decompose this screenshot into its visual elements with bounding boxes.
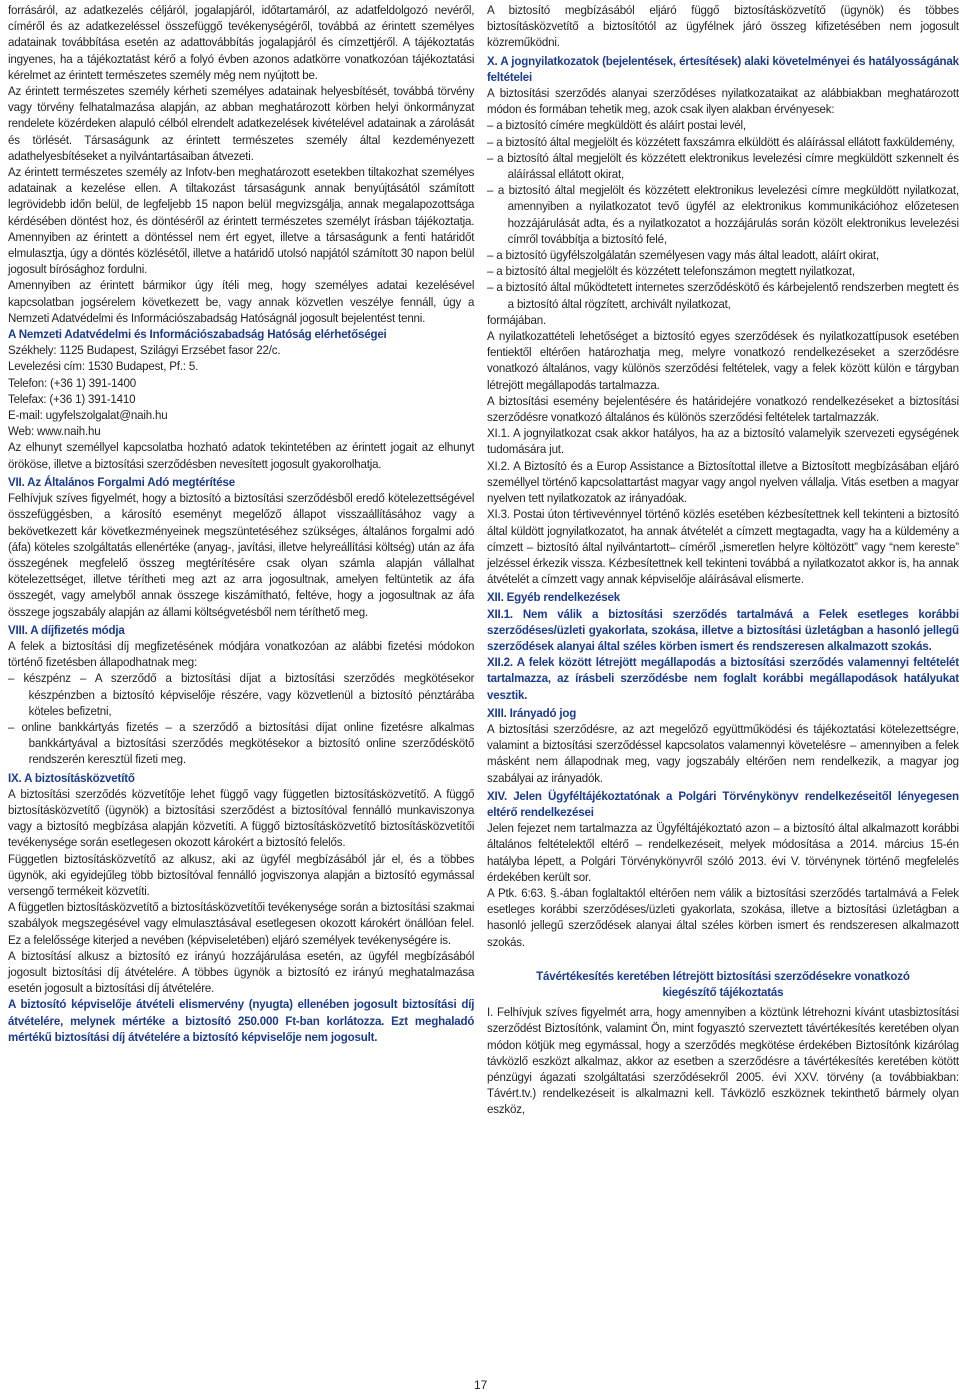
right-column-paragraph: Távértékesítés keretében létrejött biztosítási szerződésekre vonatkozó kiegészítő tájékoztatás bbox=[536, 968, 910, 999]
right-column-paragraph: – a biztosító címére megküldött és aláírt postai levél, bbox=[487, 118, 746, 133]
left-column bbox=[8, 2, 474, 1045]
right-column-paragraph: formájában. bbox=[487, 312, 546, 327]
right-column-paragraph: XI.3. Postai úton tértivevénnyel történő közlés esetében kézbesítettnek kell tekinteni a biztosító által küldött jognyilatkozatot, ha annak átvételét a címzett megtagadta, vagy ha a küldemény a címzett – biztosító által nyilvántartott– címéről „ismeretlen helyre költözött” vagy “nem kereste” jelzéssel érkezik vissza. Kézbesítettnek kell tekinteni továbbá a nyilatkozatot akkor is, ha annak átvételét a címzett vagy annak képviselője aláírásával elismerte. bbox=[487, 507, 959, 587]
right-column-paragraph: X. A jognyilatkozatok (bejelentések, értesítések) alaki követelményei és hatályosságának feltételei bbox=[487, 53, 959, 84]
right-column-paragraph: – a biztosító ügyfélszolgálatán személyesen vagy más által leadott, aláírt okirat, bbox=[487, 248, 879, 263]
page-number: 17 bbox=[474, 1378, 488, 1392]
left-column-paragraph: A biztosítási szerződés közvetítője lehet függő vagy független biztosításközvetítő. A függő biztosításközvetítő (ügynök) a biztosítási szerződést a biztosítóval fennálló munkaviszonya vagy a biztosító megbízása alapján közvetíti. A függő biztosításközvetítő biztosításközvetítői tevékenysége során esetlegesen okozott károkért a biztosító felelős. bbox=[8, 786, 475, 850]
right-column-paragraph: XI.1. A jognyilatkozat csak akkor hatályos, ha az a biztosító valamelyik szervezeti egységének tudomására jut. bbox=[487, 426, 959, 457]
right-column-paragraph: XII.1. Nem válik a biztosítási szerződés tartalmává a Felek esetleges korábbi szerződéses/üzleti gyakorlata, szokása, illetve a biztosítási üzletágban a hasonló jellegű szerződések alanyai által széles körben ismert és rendszeresen alkalmazott szokás. bbox=[487, 606, 959, 653]
left-column-paragraph: VIII. A díjfizetés módja bbox=[8, 622, 125, 637]
left-column-paragraph: Az elhunyt személlyel kapcsolatba hozható adatok tekintetében az érintett jogait az elhunyt örököse, illetve a biztosítási szerződésben nevesített jogosult gyakorolhatja. bbox=[8, 440, 475, 471]
left-column-paragraph: Amennyiben az érintett bármikor úgy ítéli meg, hogy személyes adatai kezelésével kapcsolatban jogsérelem következett be, vagy annak közvetlen veszélye fennáll, úgy a Nemzeti Adatvédelmi és Információszabadság Hatóságnál jogosult bejelentést tenni. bbox=[8, 278, 475, 325]
right-column-paragraph: Jelen fejezet nem tartalmazza az Ügyféltájékoztató azon – a biztosító által alkalmazott korábbi általános feltételektől eltérő – rendelkezéseit, melyek módosítása a 2014. március 15-én hatályba lépett, a Polgári Törvénykönyvről szóló 2013. évi V. törvénynek történő megfelelés érdekében került sor. bbox=[487, 821, 959, 884]
left-column-paragraph: A Nemzeti Adatvédelmi és Információszabadság Hatóság elérhetőségei bbox=[8, 327, 387, 342]
right-column-paragraph: A Ptk. 6:63. §.-ában foglaltaktól eltérően nem válik a biztosítási szerződés tartalmává a Felek esetleges korábbi szerződéses/üzleti gyakorlata, szokása, illetve a biztosítási üzletágban a hasonló jellegű szerződések alanyai által széles körben ismert és rendszeresen alkalmazott szokás. bbox=[487, 885, 959, 949]
left-column-paragraph: – online bankkártyás fizetés – a szerződő a biztosítási díjat online fizetésre alkalmas bankkártyával a biztosítási szerződés megkötésekor a biztosító online szerződéskötő rendszerén keresztül fizeti meg. bbox=[8, 719, 475, 767]
right-column-paragraph: A biztosítási esemény bejelentésére és határidejére vonatkozó rendelkezéseket a biztosítási szerződésre vonatkozó általános és különös szerződési feltételek tartalmazzák. bbox=[487, 393, 959, 425]
left-column-paragraph: IX. A biztosításközvetítő bbox=[8, 770, 135, 785]
right-column-paragraph: I. Felhívjuk szíves figyelmét arra, hogy amennyiben a köztünk létrehozni kívánt utasbiztosítási szerződést Biztosítónk, valamint Ön, mint fogyasztó szerveztett távértékesítés keretében olyan módon kötjük meg egymással, hogy a szerződés megkötése érdekében Biztosítónk kizárólag távközlő eszközt alkalmaz, akkor az esetben a szerződésre a távértékesítés keretében kötött pénzügyi ágazati szolgáltatási szerződésekről 2005. évi XXV. törvény (a továbbiakban: Távért.tv.) rendelkezéseit is alkalmazni kell. Távközlő eszköznek tekinthető bármely olyan eszköz, bbox=[487, 1005, 959, 1117]
right-column-paragraph: XIV. Jelen Ügyféltájékoztatónak a Polgári Törvénykönyv rendelkezéseitől lényegesen eltérő rendelkezései bbox=[487, 788, 959, 819]
left-column-paragraph: A biztosító képviselője átvételi elismervény (nyugta) ellenében jogosult biztosítási díj átvételére, melynek mértéke a biztosító 250.000 Ft-ban korlátozza. Ezt meghaladó mértékű biztosítási díj átvételére a biztosító képviselője nem jogosult. bbox=[8, 997, 475, 1044]
right-column-paragraph: XI.2. A Biztosító és a Europ Assistance a Biztosítottal illetve a Biztosított megbízásában eljáró személlyel történő kapcsolattartást magyar vagy angol nyelven vállalja. Vitás esetben a magyar nyelven tett nyilatkozatok az irányadóak. bbox=[487, 458, 959, 506]
right-column-paragraph: A biztosítási szerződésre, az azt megelőző együttműködési és tájékoztatási kötelezettségre, valamint a biztosítási szerződéssel kapcsolatos valamennyi követelésre – amennyiben a felek másként nem állapodnak meg, vagy jogszabály eltérően nem rendelkezik, a magyar jog szabályai az irányadók. bbox=[487, 721, 959, 785]
left-column-paragraph: – készpénz – A szerződő a biztosítási díjat a biztosítási szerződés megkötésekor készpénzben a biztosító képviselője részére, vagy közvetlenül a biztosító pénztárába köteles befizetni, bbox=[8, 671, 475, 718]
left-column-paragraph: E-mail: ugyfelszolgalat@naih.hu bbox=[8, 408, 168, 423]
right-column bbox=[487, 2, 959, 1118]
left-column-paragraph: Székhely: 1125 Budapest, Szilágyi Erzsébet fasor 22/c. bbox=[8, 343, 281, 358]
right-column-paragraph: – a biztosító által megjelölt és közzétett elektronikus levelezési címre megküldött szkennelt és aláírással ellátott okirat, bbox=[487, 150, 959, 182]
right-column-paragraph: A nyilatkozattételi lehetőséget a biztosító egyes szerződések és nyilatkozattípusok esetében fentiektől eltérően határozhatja meg, melyre vonatkozó rendelkezéseket a szerződésre vonatkozó általános, vagy különös szerződési feltételek, vagy a felek között külön e tárgyban létrejött megállapodás tartalmazza. bbox=[487, 329, 959, 392]
left-column-paragraph: forrásáról, az adatkezelés céljáról, jogalapjáról, időtartamáról, az adatfeldolgozó nevéről, címéről és az adatkezeléssel összefüggő tevékenységéről, továbbá az érintett személyes adatainak továbbítása esetén az adattovábbítás jogalapjáról és címzettjéről. A tájékoztatás ingyenes, ha a tájékoztatást kérő a folyó évben azonos adatkörre vonatkozóan tájékoztatási kérelmet az érintett természetes személy még nem nyújtott be. bbox=[8, 3, 475, 82]
left-column-paragraph: Az érintett természetes személy kérheti személyes adatainak helyesbítését, továbbá törvény vagy törvény felhatalmazása alapján, az abban meghatározott körben helyi önkormányzat rendelete közérdeken alapuló célból elrendelt adatkezelések kivételével adatainak a zárolását és törlését. Társaságunk az érintett természetes személy által kezdeményezett adathelyesbítéseket a nyilvántartásaiban átvezeti. bbox=[8, 84, 475, 163]
left-column-paragraph: Telefax: (+36 1) 391-1410 bbox=[8, 391, 136, 406]
left-column-paragraph: Az érintett természetes személy az Infotv-ben meghatározott esetekben tiltakozhat személyes adatainak a kezelése ellen. A tiltakozást társaságunk annak benyújtásától számított legrövidebb időn belül, de legfeljebb 15 napon belül megvizsgálja, annak megalapozottsága kérdésében döntést hoz, és döntéséről az érintett természetes személyt írásban tájékoztatja. Amennyiben az érintett a döntéssel nem ért egyet, illetve a társaságunk a fenti határidőt elmulasztja, úgy a döntés közlésétől, illetve a határidő utolsó napjától számított 30 napon belül jogosult bírósághoz fordulni. bbox=[8, 165, 475, 277]
left-column-paragraph: Független biztosításközvetítő az alkusz, aki az ügyfél megbízásából jár el, és a többes ügynök, aki egyidejűleg több biztosítóval fennálló jogviszonya alapján a biztosító egymással versengő termékeit közvetíti. bbox=[8, 851, 475, 898]
right-column-paragraph: XII. Egyéb rendelkezések bbox=[487, 590, 620, 605]
right-column-paragraph: XII.2. A felek között létrejött megállapodás a biztosítási szerződés valamennyi feltételét tartalmazza, az írásbeli szerződésbe nem foglalt korábbi megállapodások hatályukat vesztik. bbox=[487, 655, 959, 702]
right-column-paragraph: A biztosítási szerződés alanyai szerződéses nyilatkozataikat az alábbiakban meghatározott módon és formában tehetik meg, azok csak ilyen alakban érvényesek: bbox=[487, 86, 959, 117]
left-column-paragraph: A felek a biztosítási díj megfizetésének módjára vonatkozóan az alábbi fizetési módokon történő fizetésben állapodhatnak meg: bbox=[8, 638, 475, 670]
right-column-paragraph: – a biztosító által megjelölt és közzétett telefonszámon megtett nyilatkozat, bbox=[487, 264, 855, 279]
left-column-paragraph: Felhívjuk szíves figyelmét, hogy a biztosító a biztosítási szerződésből eredő kötelezettségével összefüggésben, a károsító eseményt megelőző állapot visszaállításához vagy a bekövetkezett kár következményeinek megszüntetéséhez szükséges, általános forgalmi adó (áfa) köteles szolgáltatás ellenértéke (anyag-, javítási, illetve helyreállítási költség) után az áfa összegének megfelelő összeg megtérítésére csak olyan számla alapján vállalhat kötelezettséget, illetve térítheti meg azt az arra jogosultnak, amelyen feltüntetik az áfa összegét, vagy amelyből annak összege kiszámítható, feltéve, hogy a jogosultnak az áfa összege jogszabály alapján az állami költségvetésből nem téríthető meg. bbox=[8, 491, 475, 619]
left-column-paragraph: Telefon: (+36 1) 391-1400 bbox=[8, 375, 137, 390]
left-column-paragraph: Web: www.naih.hu bbox=[8, 424, 101, 439]
right-column-paragraph: – a biztosító által megjelölt és közzétett faxszámra elküldött és aláírással ellátott faxküldemény, bbox=[487, 134, 955, 149]
left-column-paragraph: A biztosításí alkusz a biztosító ez irányú hozzájárulása esetén, az ügyfél megbízásából jogosult biztosítási díj átvételére. A többes ügynök a biztosító ez irányú meghatalmazása esetén jogosult a biztosítási díj átvételére. bbox=[8, 948, 475, 996]
right-column-paragraph: – a biztosító által működtetett internetes szerződéskötő és kárbejelentő rendszerben megtett és a biztosító által rögzített, archivált nyilatkozat, bbox=[487, 280, 959, 311]
right-column-paragraph: XIII. Irányadó jog bbox=[487, 705, 577, 720]
left-column-paragraph: Levelezési cím: 1530 Budapest, Pf.: 5. bbox=[8, 359, 199, 374]
right-column-paragraph: A biztosító megbízásából eljáró függő biztosításközvetítő (ügynök) és többes biztosításközvetítő a biztosítótól az ügyfélnek járó összeg kifizetésében nem jogosult közreműködni. bbox=[487, 3, 959, 50]
right-column-paragraph: – a biztosító által megjelölt és közzétett elektronikus levelezési címre megküldött nyilatkozat, amennyiben a nyilatkozatot tevő ügyfél az elektronikus kommunikációhoz előzetesen hozzájárulását adta, és a nyilatkozatot a hozzájárulás során közölt elektronikus levelezési címről továbbítja a biztosító felé, bbox=[487, 183, 959, 246]
left-column-paragraph: A független biztosításközvetítő a biztosításközvetítői tevékenysége során a biztosítási szakmai szabályok megszegésével vagy elmulasztásával esetlegesen okozott károkért önállóan felel. Ez a felelőssége kiterjed a nevében (képviseletében) eljáró személyek tevékenységére is. bbox=[8, 900, 475, 947]
left-column-paragraph: VII. Az Általános Forgalmi Adó megtérítése bbox=[8, 474, 235, 489]
